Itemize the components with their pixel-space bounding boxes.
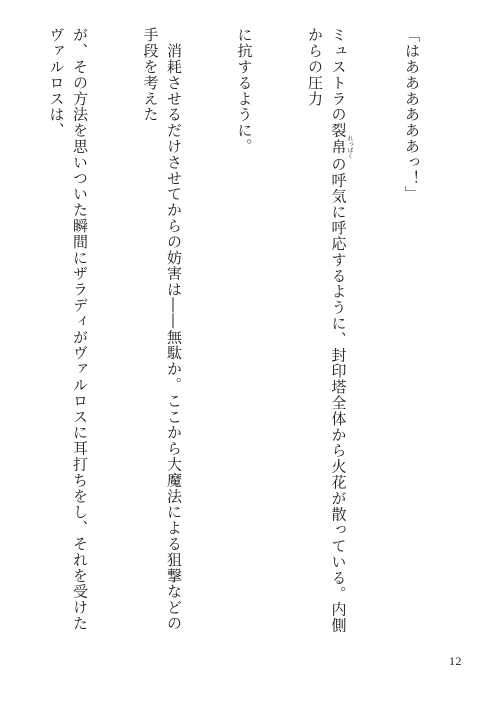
text-line: に抗するように。: [235, 27, 254, 155]
body-text: [34, 27, 470, 642]
text-line: が、その方法を思いついた瞬間にザラディがヴァルロスに耳打ちをし、それを受けたヴァルロスは、: [47, 27, 89, 632]
furigana: れっぱく: [346, 135, 353, 160]
page-number: 12: [449, 654, 462, 668]
text-line: ミュストラの裂帛れっぱくの呼気に呼応するように、封印塔全体から火花が散っている。内側からの圧力: [306, 27, 353, 634]
text-line: 消耗させるだけさせてからの妨害は――無駄か。ここから大魔法による狙撃などの手段を考えた: [141, 27, 183, 632]
text-line: 「はああああああっ！」: [403, 27, 421, 202]
